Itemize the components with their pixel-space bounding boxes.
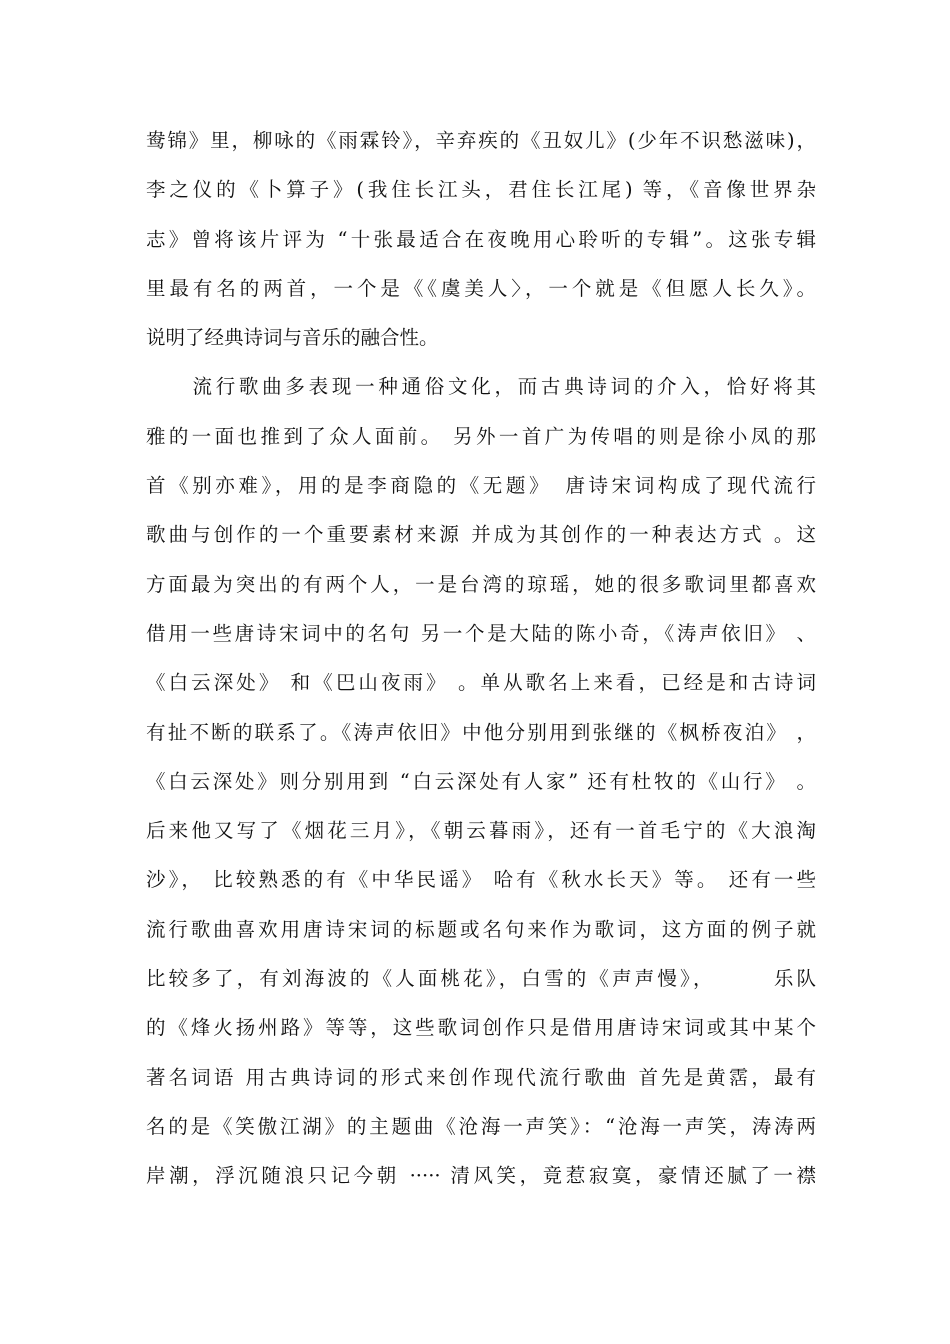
text-line: 首《别亦难》，用的是李商隐的《无题》 唐诗宋词构成了现代流行	[146, 474, 816, 498]
text-line: 著名词语 用古典诗词的形式来创作现代流行歌曲 首先是黄霑，最有	[146, 1065, 816, 1089]
body-text	[146, 116, 816, 1201]
text-line: 名的是《笑傲江湖》的主题曲《沧海一声笑》：“沧海一声笑，涛涛两	[146, 1114, 816, 1138]
text-line: 后来他又写了《烟花三月》，《朝云暮雨》，还有一首毛宁的《大浪淘	[146, 819, 816, 843]
text-line: 李之仪的《卜算子》(我住长江头，君住长江尾) 等，《音像世界杂	[146, 178, 816, 202]
paragraph-start-line: 流行歌曲多表现一种通俗文化，而古典诗词的介入，恰好将其	[146, 375, 816, 399]
text-line: 《白云深处》则分别用到 “白云深处有人家” 还有杜牧的《山行》 。	[146, 769, 816, 793]
text-line: 的《烽火扬州路》等等，这些歌词创作只是借用唐诗宋词或其中某个	[146, 1016, 816, 1040]
text-line: 方面最为突出的有两个人，一是台湾的琼瑶，她的很多歌词里都喜欢	[146, 572, 816, 596]
text-line: 说明了经典诗词与音乐的融合性。	[146, 326, 439, 350]
text-line: 鸯锦》里，柳咏的《雨霖铃》，辛弃疾的《丑奴儿》(少年不识愁滋味)，	[146, 129, 816, 152]
text-line: 沙》， 比较熟悉的有《中华民谣》 哈有《秋水长天》等。 还有一些	[146, 868, 816, 892]
text-line: 岸潮，浮沉随浪只记今朝 ····· 清风笑，竟惹寂寞，豪情还腻了一襟	[146, 1164, 816, 1188]
text-line: 有扯不断的联系了。《涛声依旧》中他分别用到张继的《枫桥夜泊》 ，	[146, 720, 816, 744]
text-line: 志》曾将该片评为 “十张最适合在夜晚用心聆听的专辑”。这张专辑	[146, 227, 816, 251]
text-line: 歌曲与创作的一个重要素材来源 并成为其创作的一种表达方式 。这	[146, 523, 816, 547]
text-line: 里最有名的两首，一个是《《虞美人〉，一个就是《但愿人长久》。	[146, 276, 816, 300]
text-line: 雅的一面也推到了众人面前。 另外一首广为传唱的则是徐小凤的那	[146, 424, 816, 448]
text-line: 比较多了，有刘海波的《人面桃花》，白雪的《声声慢》， 乐队	[146, 967, 816, 991]
text-line: 借用一些唐诗宋词中的名句 另一个是大陆的陈小奇，《涛声依旧》 、	[146, 621, 816, 645]
text-line: 流行歌曲喜欢用唐诗宋词的标题或名句来作为歌词，这方面的例子就	[146, 917, 816, 941]
text-line: 《白云深处》 和《巴山夜雨》 。单从歌名上来看，已经是和古诗词	[146, 671, 816, 695]
